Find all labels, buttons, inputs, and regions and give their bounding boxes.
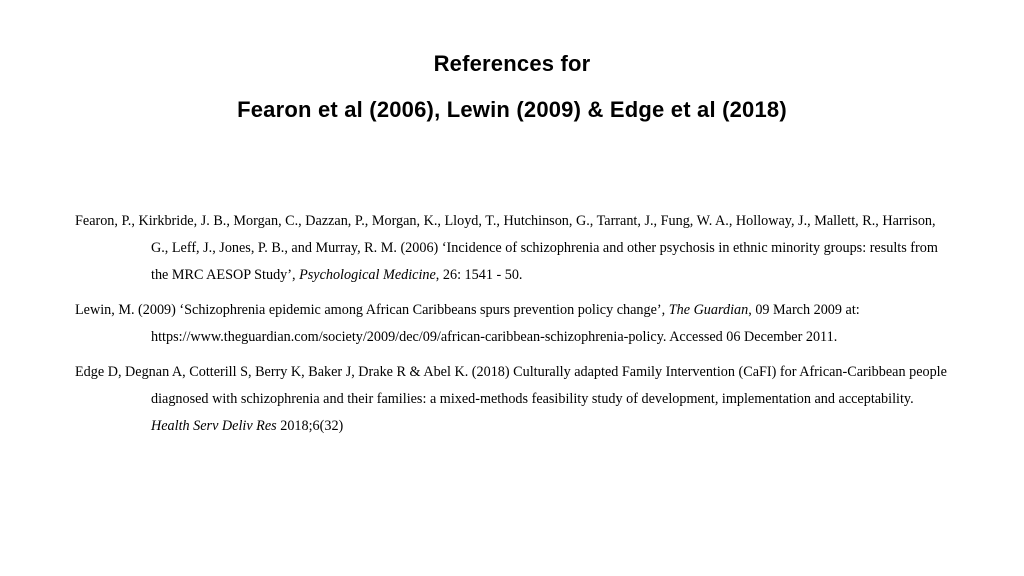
- reference-lewin: [75, 297, 955, 351]
- title-line-2: Fearon et al (2006), Lewin (2009) & Edge et al (2018): [237, 97, 787, 122]
- reference-text: Edge D, Degnan A, Cotterill S, Berry K, Baker J, Drake R & Abel K. (2018) Culturally adapted Family Intervention (CaFI) for African-Caribbean people diagnosed with schizophrenia and their families: a mixed-methods feasibility study of development, implementation and acceptability.: [75, 364, 947, 407]
- reference-text-end: , 09 March 2009 at: https://www.theguardian.com/society/2009/dec/09/african-caribbean-schizophrenia-policy. Accessed 06 December 2011.: [151, 302, 860, 345]
- reference-list: [75, 208, 955, 448]
- page-title: [0, 52, 1024, 122]
- title-line-1: References for: [433, 51, 591, 76]
- reference-journal: The Guardian: [668, 302, 749, 318]
- reference-edge: [75, 359, 955, 440]
- reference-fearon: [75, 208, 955, 289]
- reference-text: Fearon, P., Kirkbride, J. B., Morgan, C., Dazzan, P., Morgan, K., Lloyd, T., Hutchinson, G., Tarrant, J., Fung, W. A., Holloway, J., Mallett, R., Harrison, G., Leff, J., Jones, P. B., and Murray, R. M. (2006) ‘Incidence of schizophrenia and other psychosis in ethnic minority groups: results from the MRC AESOP Study’,: [75, 213, 938, 283]
- reference-journal: Psychological Medicine: [299, 267, 436, 283]
- reference-text-end: 2018;6(32): [276, 418, 344, 434]
- reference-text-end: , 26: 1541 - 50.: [435, 267, 523, 283]
- reference-journal: Health Serv Deliv Res: [151, 418, 277, 434]
- reference-text: Lewin, M. (2009) ‘Schizophrenia epidemic among African Caribbeans spurs prevention policy change’,: [75, 302, 669, 318]
